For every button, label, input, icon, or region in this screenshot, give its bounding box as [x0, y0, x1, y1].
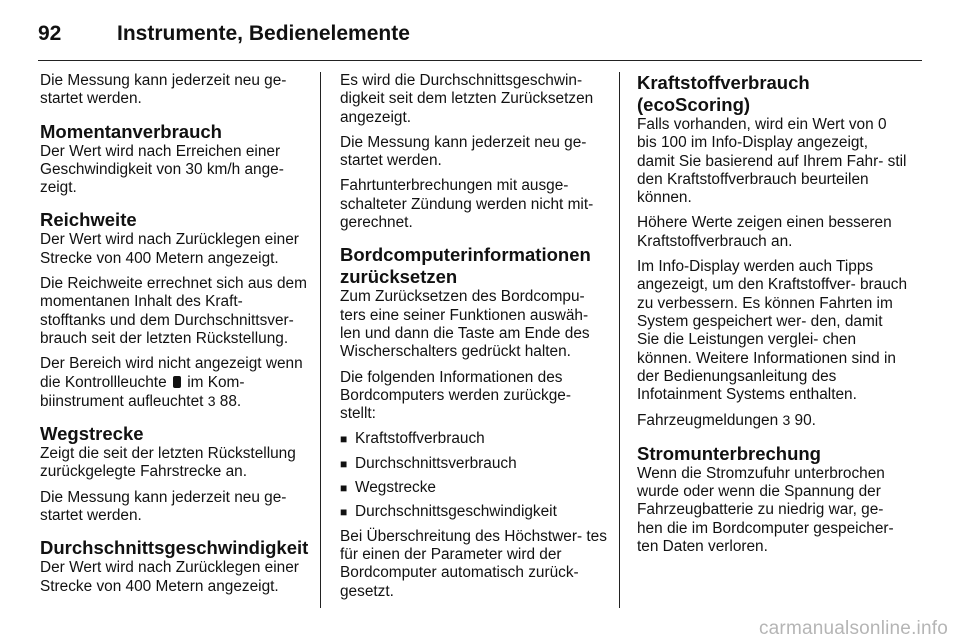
paragraph: Im Info-Display werden auch Tipps angezeigt, um den Kraftstoffver- brauch zu verbessern. Es können Fahrten im System gespeichert wer- den, damit Sie die Leistungen verglei- chen können. Weitere Informationen sind in der Bedienungsanleitung des Infotainment Systems enthalten. — [637, 258, 908, 404]
list-item-label: Durchschnittsverbrauch — [355, 454, 517, 472]
paragraph: Die Messung kann jederzeit neu ge- startet werden. — [40, 72, 287, 108]
paragraph-warning-lamp — [40, 355, 308, 411]
paragraph: Zeigt die seit der letzten Rückstellung zurückgelegte Fahrstrecke an. — [40, 445, 296, 481]
heading-bordcomputer-reset: Bordcomputerinformationen zurücksetzen — [340, 244, 591, 288]
paragraph: Zum Zurücksetzen des Bordcompu- ters eine seiner Funktionen auswäh- len und dann die Taste am Ende des Wischerschalters gedrückt halten. — [340, 288, 590, 361]
paragraph: Bei Überschreitung des Höchstwer- tes für einen der Parameter wird der Bordcomputer automatisch zurück- gesetzt. — [340, 527, 607, 600]
list-item — [340, 503, 608, 521]
column-divider-2 — [619, 72, 620, 608]
paragraph: Höhere Werte zeigen einen besseren Kraftstoffverbrauch an. — [637, 214, 892, 250]
column-divider-1 — [320, 72, 321, 608]
paragraph-vehicle-messages — [637, 411, 909, 430]
text-segment: im Kom- biinstrument aufleuchtet — [40, 373, 245, 410]
header-rule — [38, 60, 922, 61]
heading-wegstrecke: Wegstrecke — [40, 423, 144, 445]
paragraph: Die Messung kann jederzeit neu ge- startet werden. — [340, 133, 587, 170]
fuel-warning-lamp-icon — [173, 376, 181, 388]
heading-momentanverbrauch: Momentanverbrauch — [40, 120, 222, 142]
page-reference-arrow-icon: 3 — [207, 392, 216, 409]
list-item-label: Wegstrecke — [355, 479, 436, 497]
heading-reichweite: Reichweite — [40, 209, 137, 231]
heading-stromunterbrechung: Stromunterbrechung — [637, 442, 821, 464]
paragraph: Es wird die Durchschnittsgeschwin- digkeit seit dem letzten Zurücksetzen angezeigt. — [340, 72, 594, 126]
heading-durchschnittsgeschwindigkeit: Durchschnittsgeschwindigkeit — [40, 537, 309, 559]
list-item-label: Kraftstoffverbrauch — [355, 430, 485, 448]
list-item — [340, 479, 608, 497]
heading-ecoscoring: Kraftstoffverbrauch (ecoScoring) — [637, 72, 810, 115]
page-reference[interactable]: 88. — [219, 392, 242, 410]
text-segment: Fahrzeugmeldungen — [637, 412, 779, 430]
list-item — [340, 430, 608, 448]
paragraph: Falls vorhanden, wird ein Wert von 0 bis 100 im Info-Display angezeigt, damit Sie basierend auf Ihrem Fahr- stil den Kraftstoffverbrauch beurteilen können. — [637, 116, 907, 207]
column-1 — [40, 72, 308, 603]
paragraph: Der Wert wird nach Zurücklegen einer Strecke von 400 Metern angezeigt. — [40, 559, 299, 595]
page-header — [38, 12, 920, 56]
page-reference[interactable]: 90. — [794, 412, 816, 430]
paragraph: Die Messung kann jederzeit neu ge- startet werden. — [40, 488, 287, 525]
bullet-icon: ■ — [340, 432, 348, 447]
chapter-title: Instrumente, Bedienelemente — [117, 22, 410, 45]
bullet-icon: ■ — [340, 456, 348, 471]
column-3 — [637, 72, 909, 563]
page-number: 92 — [38, 22, 62, 45]
paragraph: Die Reichweite errechnet sich aus dem momentanen Inhalt des Kraft- stofftanks und dem Durchschnittsver- brauch seit der letzten Rückstellung. — [40, 275, 307, 347]
list-item-label: Durchschnittsgeschwindigkeit — [355, 503, 557, 521]
bullet-icon: ■ — [340, 505, 348, 520]
paragraph: Der Wert wird nach Erreichen einer Geschwindigkeit von 30 km/h ange- zeigt. — [40, 142, 284, 197]
paragraph: Wenn die Stromzufuhr unterbrochen wurde oder wenn die Spannung der Fahrzeugbatterie zu niedrig war, ge- hen die im Bordcomputer gespeicher- ten Daten verloren. — [637, 464, 894, 555]
paragraph: Die folgenden Informationen des Bordcomputers werden zurückge- stellt: — [340, 368, 571, 423]
reset-list — [340, 430, 608, 521]
paragraph: Der Wert wird nach Zurücklegen einer Strecke von 400 Metern angezeigt. — [40, 231, 299, 267]
bullet-icon: ■ — [340, 481, 348, 496]
text-segment: Der Bereich wird nicht angezeigt wenn die Kontrollleuchte — [40, 355, 303, 391]
column-2 — [340, 72, 608, 608]
page-reference-arrow-icon: 3 — [782, 412, 791, 429]
list-item — [340, 455, 608, 473]
watermark: carmanualsonline.info — [758, 618, 948, 639]
paragraph: Fahrtunterbrechungen mit ausge- schalteter Zündung werden nicht mit- gerechnet. — [340, 177, 594, 232]
